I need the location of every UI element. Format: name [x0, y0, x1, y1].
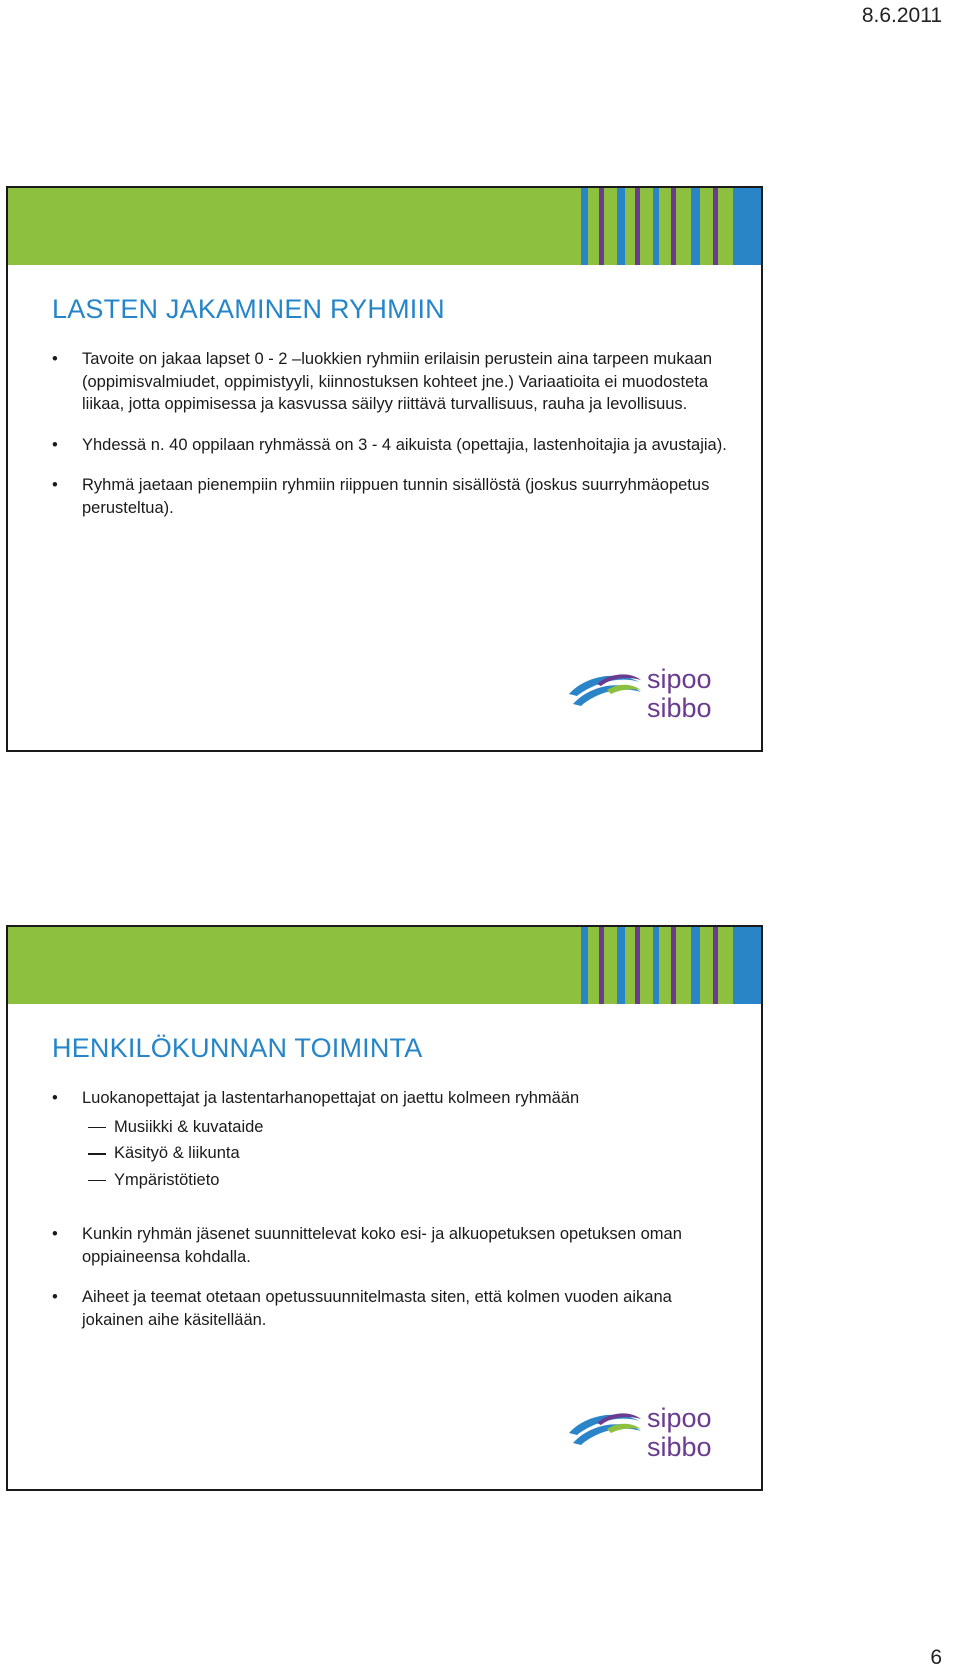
bullet-item: • Ryhmä jaetaan pienempiin ryhmiin riippuen tunnin sisällöstä (joskus suurryhmäopetus perusteltua).	[52, 474, 731, 519]
slide-title: LASTEN JAKAMINEN RYHMIIN	[52, 294, 445, 324]
logo-line2: sibbo	[647, 1432, 712, 1461]
slide-content	[52, 348, 731, 537]
bullet-item: • Yhdessä n. 40 oppilaan ryhmässä on 3 - 4 aikuista (opettajia, lastenhoitajia ja avustajia).	[52, 434, 731, 457]
sub-item: Musiikki & kuvataide	[52, 1116, 731, 1139]
decorative-stripes	[573, 188, 761, 265]
slide-content	[52, 1087, 731, 1349]
sipoo-sibbo-logo	[567, 662, 731, 722]
sub-item: Ympäristötieto	[52, 1169, 731, 1192]
bullet-item: • Tavoite on jakaa lapset 0 - 2 –luokkien ryhmiin erilaisin perustein aina tarpeen mukaan (oppimisvalmiudet, oppimistyyli, kiinnostuksen kohteet jne.) Variaatioita ei muodosteta liikaa, jotta oppimisessa ja kasvussa säilyy riittävä turvallisuus, rauha ja levollisuus.	[52, 348, 731, 416]
bullet-item: • Aiheet ja teemat otetaan opetussuunnitelmasta siten, että kolmen vuoden aikana jokainen aihe käsitellään.	[52, 1286, 731, 1331]
bullet-item: • Luokanopettajat ja lastentarhanopettajat on jaettu kolmeen ryhmään	[52, 1087, 731, 1110]
decorative-stripes	[573, 927, 761, 1004]
slide-1	[6, 186, 763, 752]
sub-item: Käsityö & liikunta	[52, 1142, 731, 1165]
logo-line1: sipoo	[647, 664, 712, 694]
logo-line1: sipoo	[647, 1403, 712, 1433]
logo-line2: sibbo	[647, 693, 712, 722]
sipoo-sibbo-logo	[567, 1401, 731, 1461]
page-number: 6	[930, 1646, 942, 1669]
page-date: 8.6.2011	[861, 4, 942, 27]
slide-2	[6, 925, 763, 1491]
bullet-item: • Kunkin ryhmän jäsenet suunnittelevat koko esi- ja alkuopetuksen opetuksen oman oppiaineensa kohdalla.	[52, 1223, 731, 1268]
slide-title: HENKILÖKUNNAN TOIMINTA	[52, 1033, 423, 1063]
